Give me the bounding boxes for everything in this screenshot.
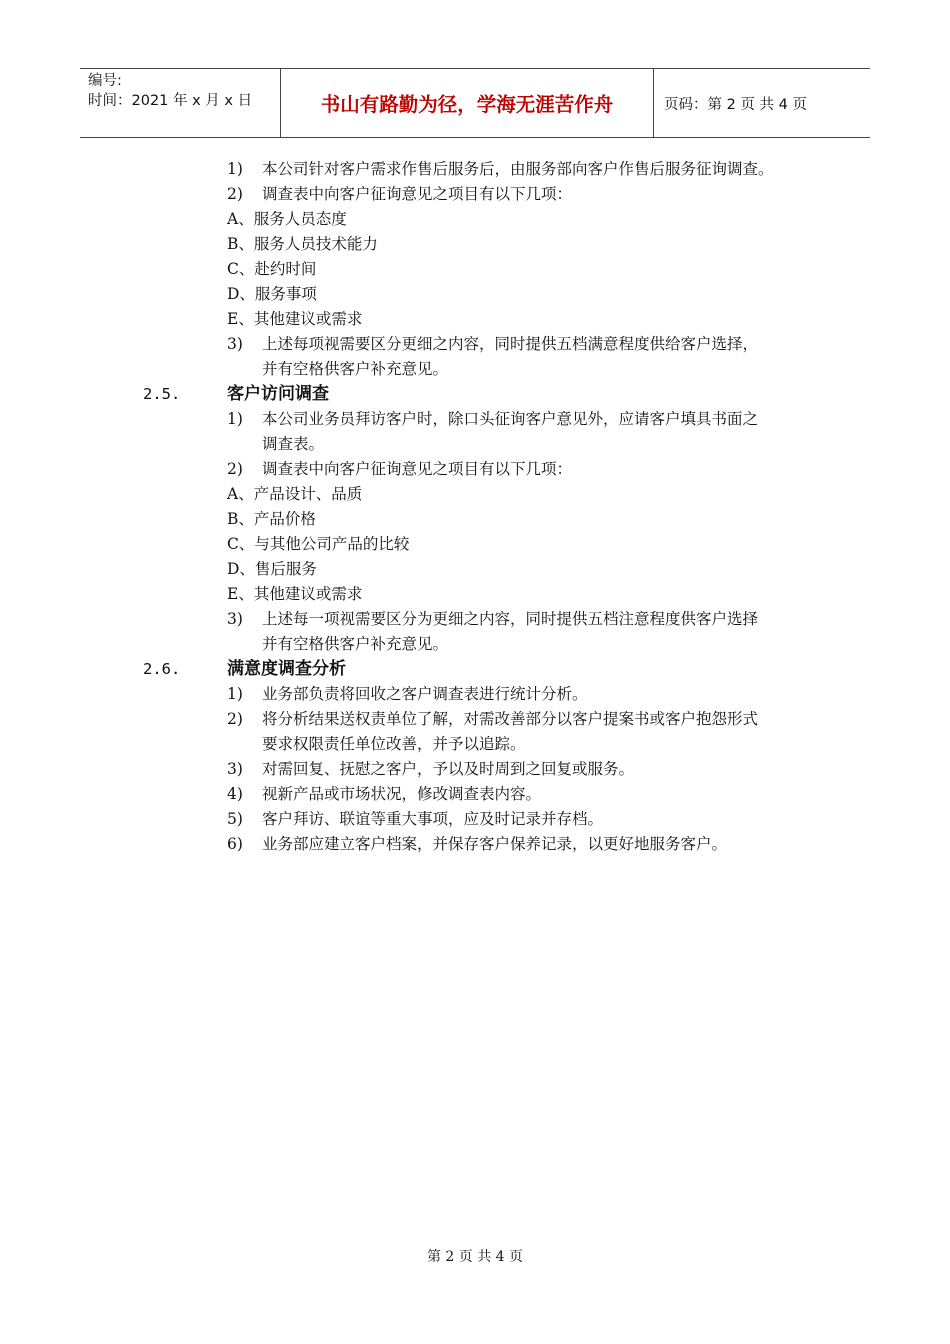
list-item-text: 上述每项视需要区分更细之内容，同时提供五档满意程度供给客户选择， [262,335,759,353]
list-item-text: 调查表。 [262,435,325,453]
section-title: 满意度调查分析 [227,659,346,679]
list-item-number: 2) [227,185,243,203]
section-number: 2.5. [143,385,181,403]
list-item-text: 本公司针对客户需求作售后服务后，由服务部向客户作售后服务征询调查。 [262,160,774,178]
time-label: 时间：2021 年 x 月 x 日 [88,93,253,109]
sub-item-text: C、与其他公司产品的比较 [227,535,410,553]
list-item-number: 3) [227,610,243,628]
header-page-label: 页码：第 2 页 共 4 页 [664,96,807,113]
sub-item-text: E、其他建议或需求 [227,585,363,603]
list-item-number: 3) [227,760,243,778]
list-item-number: 6) [227,835,243,853]
doc-number-label: 编号: [88,73,122,89]
list-item-number: 4) [227,785,243,803]
list-item-text: 将分析结果送权责单位了解，对需改善部分以客户提案书或客户抱怨形式 [262,710,759,728]
section-number: 2.6. [143,660,181,678]
list-item-text: 客户拜访、联谊等重大事项，应及时记录并存档。 [262,810,604,828]
list-item-text: 要求权限责任单位改善，并予以追踪。 [262,735,526,753]
sub-item-text: B、服务人员技术能力 [227,235,378,253]
sub-item-text: D、服务事项 [227,285,317,303]
header-info-cell [80,69,281,137]
list-item-text: 本公司业务员拜访客户时，除口头征询客户意见外，应请客户填具书面之 [262,410,759,428]
sub-item-text: D、售后服务 [227,560,317,578]
list-item-text: 视新产品或市场状况，修改调查表内容。 [262,785,542,803]
list-item-text: 业务部负责将回收之客户调查表进行统计分析。 [262,685,588,703]
list-item-text: 业务部应建立客户档案，并保存客户保养记录，以更好地服务客户。 [262,835,728,853]
list-item-text: 并有空格供客户补充意见。 [262,360,449,378]
list-item-number: 1) [227,160,243,178]
list-item-text: 调查表中向客户征询意见之项目有以下几项： [262,185,573,203]
list-item-text: 上述每一项视需要区分为更细之内容，同时提供五档注意程度供客户选择 [262,610,759,628]
list-item-number: 5) [227,810,243,828]
list-item-number: 2) [227,710,243,728]
list-item-number: 2) [227,460,243,478]
page-header [80,68,870,138]
sub-item-text: A、服务人员态度 [227,210,347,228]
sub-item-text: B、产品价格 [227,510,316,528]
page-footer: 第 2 页 共 4 页 [426,1249,524,1265]
list-item-text: 调查表中向客户征询意见之项目有以下几项： [262,460,573,478]
list-item-number: 1) [227,410,243,428]
header-motto: 书山有路勤为径，学海无涯苦作舟 [281,69,654,137]
list-item-text: 对需回复、抚慰之客户，予以及时周到之回复或服务。 [262,760,635,778]
list-item-number: 3) [227,335,243,353]
sub-item-text: C、赴约时间 [227,260,317,278]
list-item-text: 并有空格供客户补充意见。 [262,635,449,653]
list-item-number: 1) [227,685,243,703]
sub-item-text: E、其他建议或需求 [227,310,363,328]
sub-item-text: A、产品设计、品质 [227,485,363,503]
section-title: 客户访问调查 [227,384,329,404]
